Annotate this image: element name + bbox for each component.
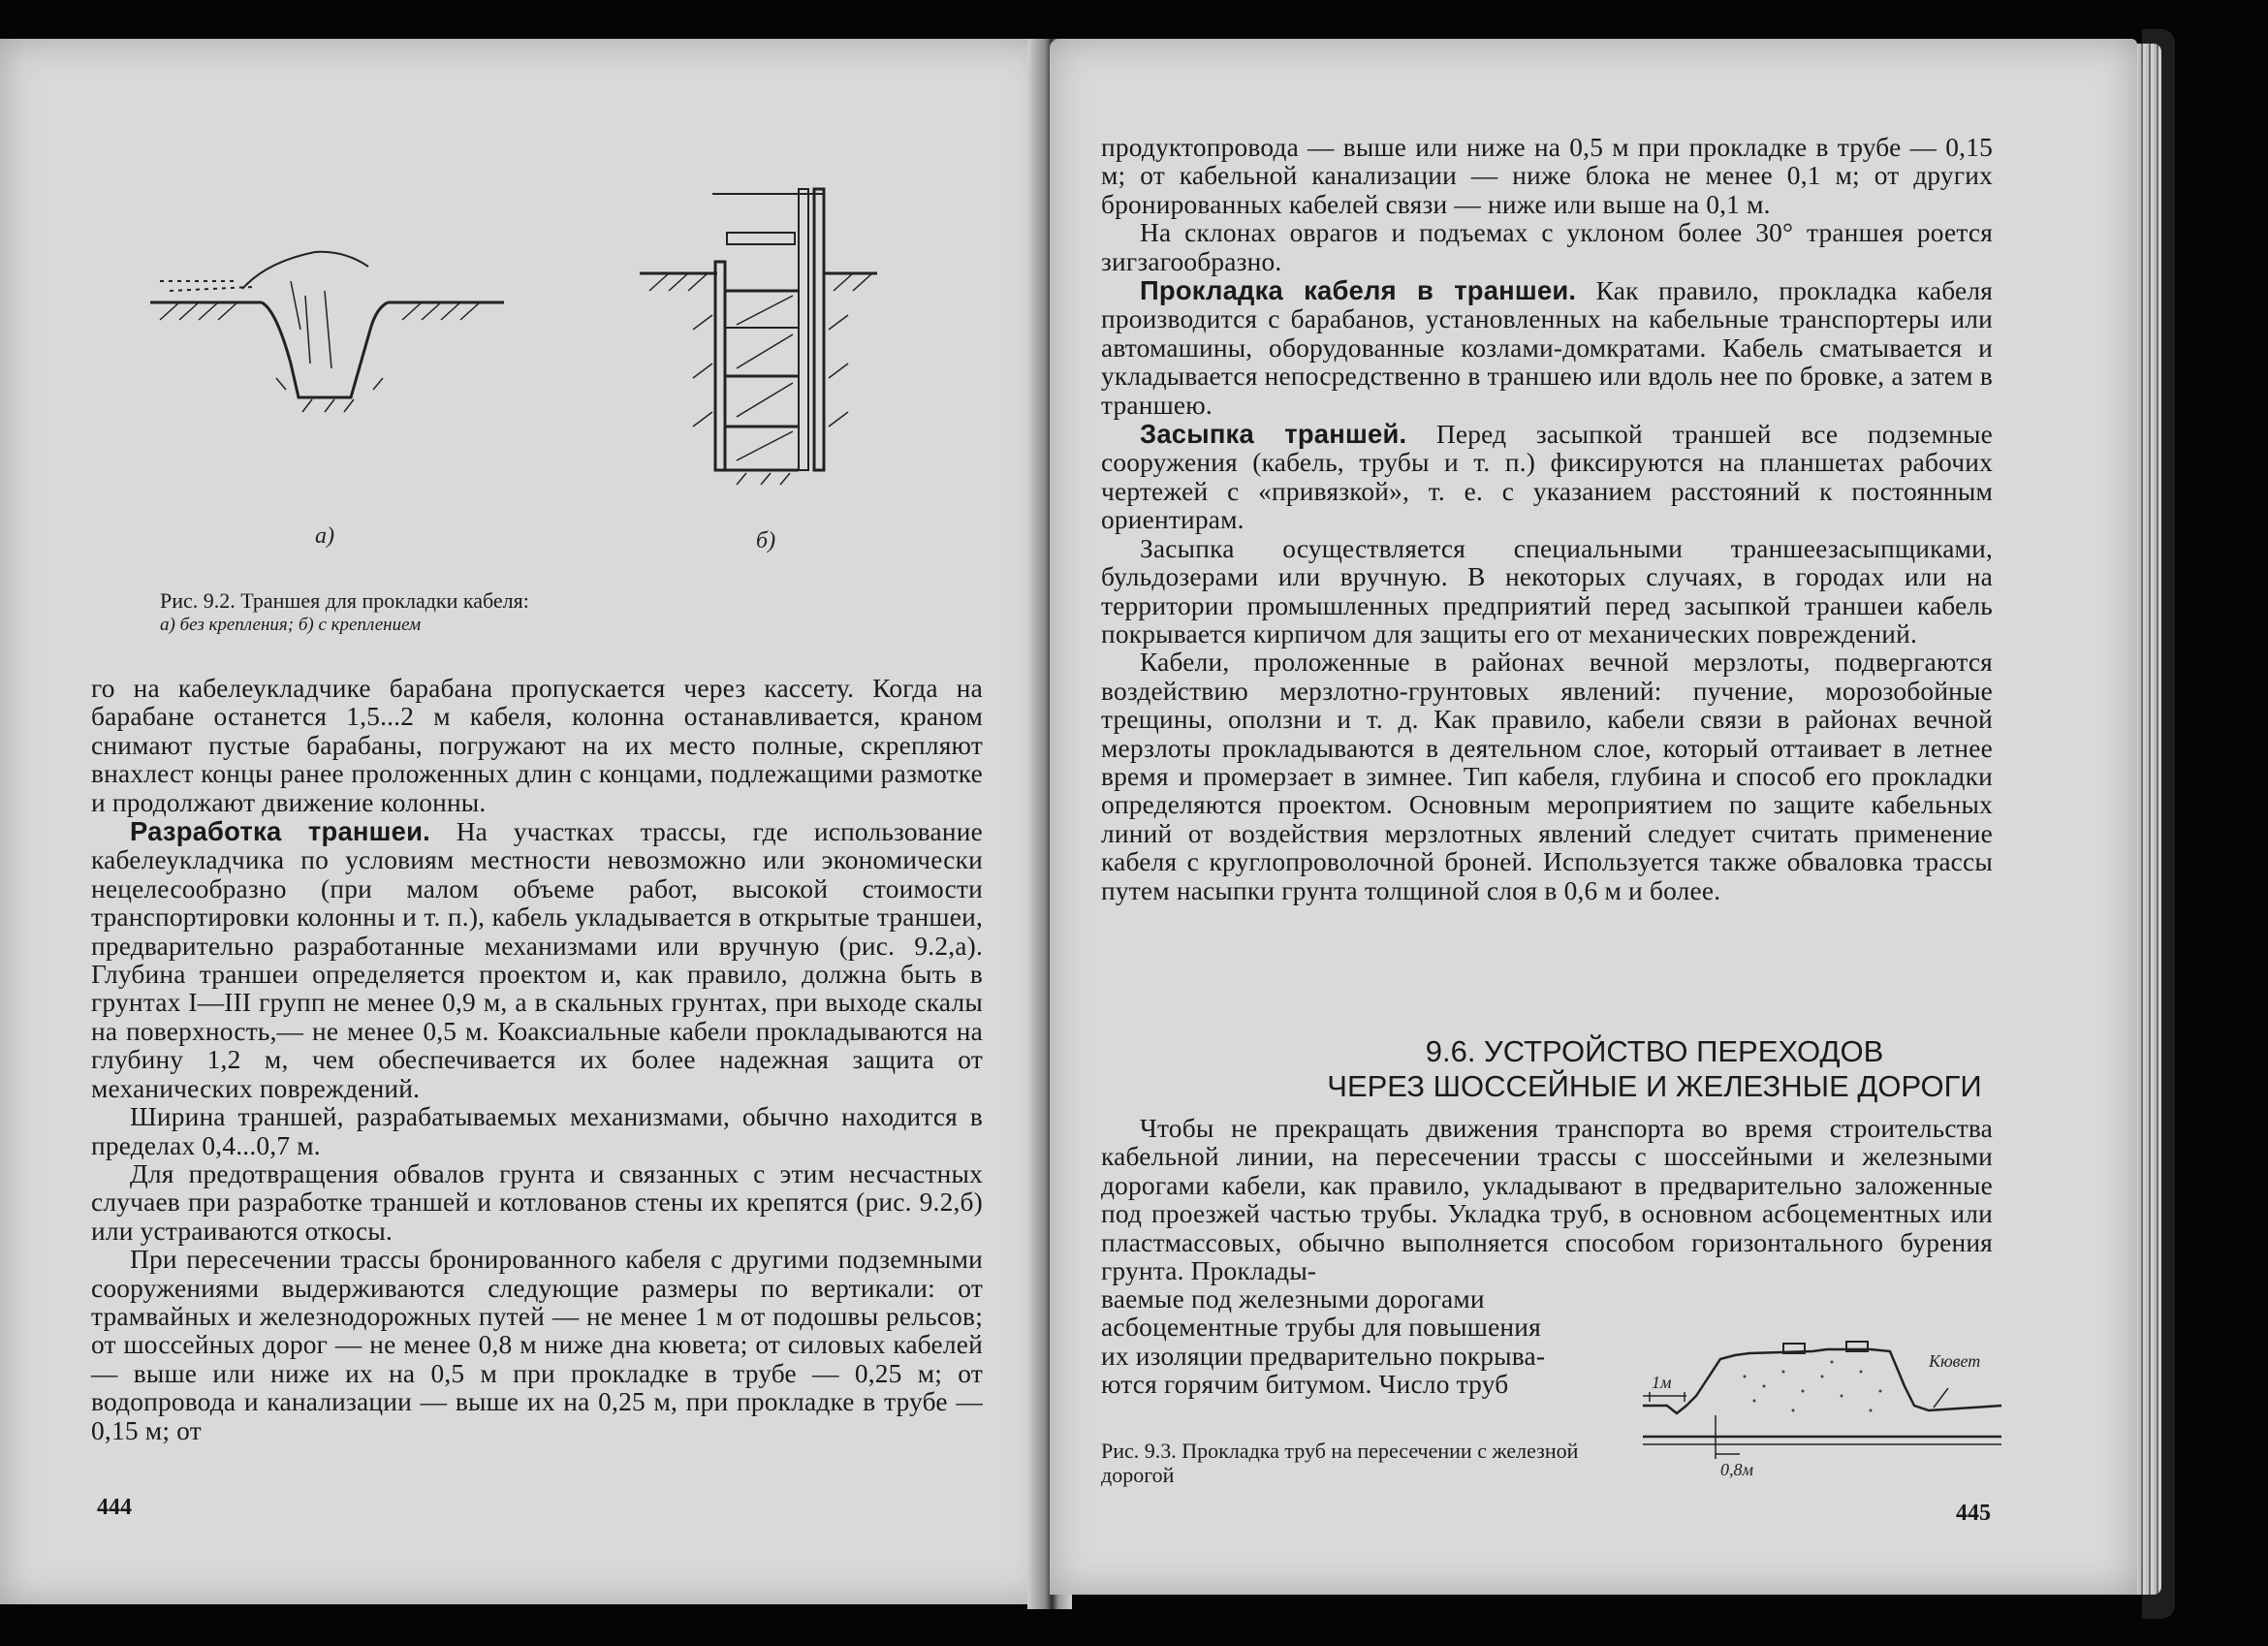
figure-9-3 [1638, 1338, 2006, 1483]
section-heading [1306, 1034, 2003, 1104]
figure-9-2-caption [160, 588, 741, 637]
figure-caption-subtitle: а) без крепления; б) с креплением [160, 615, 422, 635]
trench-without-support-drawing [150, 252, 504, 412]
figure-label-kyuvet: Кювет [1929, 1351, 1981, 1371]
paragraph-text: На участках трассы, где использование кабелеукладчика по условиям местности невозможно или экономически нецелесообразно (при малом объеме работ, высокой стоимости транспортировки колонны и т. п.), кабель укладывается в открытые траншеи, предварительно разработанные механизмами или вручную (рис. 9.2,а). Глубина траншеи определяется проектом и, как правило, должна быть в грунтах I—III групп не менее 0,9 м, а в скальных грунтах, при выходе скалы на поверхность,— не менее 0,5 м. Коаксиальные кабели прокладываются на глубину 1,2 м, чем обеспечивается их более надежная защита от механических повреждений. [91, 817, 983, 1103]
paragraph: продуктопровода — выше или ниже на 0,5 м при прокладке в трубе — 0,15 м; от кабельной канализации — ниже блока не менее 0,1 м; от других бронированных кабелей связи — ниже или выше на 0,1 м. [1101, 133, 1993, 219]
paragraph-heading: Разработка траншеи. [130, 816, 430, 847]
figure-label-b: б) [756, 528, 776, 554]
paragraph [1101, 276, 1993, 420]
paragraph: Кабели, проложенные в районах вечной мерзлоты, подвергаются воздействию мерзлотно-грунтовых явлений: пучение, морозобойные трещины, оползни и т. д. Как правило, кабели связи в районах вечной мерзлоты прокладываются в деятельном слое, который оттаивает в летнее время и промерзает в зимнее. Тип кабеля, глубина и способ его прокладки определяются проектом. Основным мероприятием по защите кабельных линий от воздействия мерзлотных явлений следует считать применение кабеля с круглопроволочной броней. Используется также обваловка трассы путем насыпки грунта толщиной слоя в 0,6 м и более. [1101, 648, 1993, 905]
paragraph-heading: Засыпка траншей. [1140, 419, 1407, 450]
left-page [0, 39, 1047, 1604]
page-number: 445 [1956, 1501, 1991, 1526]
section-heading-line: ЧЕРЕЗ ШОССЕЙНЫЕ И ЖЕЛЕЗНЫЕ ДОРОГИ [1327, 1069, 1982, 1103]
paragraph [1101, 420, 1993, 535]
section-heading-line: 9.6. УСТРОЙСТВО ПЕРЕХОДОВ [1425, 1034, 1884, 1068]
paragraph: го на кабелеукладчике барабана пропускается через кассету. Когда на барабане останется 1,5...2 м кабеля, колонна останавливается, краном снимают пустые барабаны, погружают на их место полные, скрепляют внахлест концы ранее проложенных длин с концами, подлежащими размотке и продолжают движение колонны. [91, 674, 983, 817]
figure-caption-title: Рис. 9.2. Траншея для прокладки кабеля: [160, 588, 529, 613]
figure-9-3-caption: Рис. 9.3. Прокладка труб на пересечении с железной дорогой [1101, 1439, 1579, 1487]
figure-label-1m: 1м [1652, 1373, 1672, 1392]
paragraph: Для предотвращения обвалов грунта и связанных с этим несчастных случаев при разработке траншей и котлованов стены их крепятся (рис. 9.2,б) или устраиваются откосы. [91, 1158, 983, 1246]
text-line: их изоляции предварительно покрыва- [1101, 1341, 1546, 1371]
figure-label-a: a) [315, 523, 334, 549]
paragraph-text: Как правило, прокладка кабеля производится с барабанов, установленных на кабельные транспортеры или автомашины, оборудованные козлами-домкратами. Кабель сматывается и укладывается непосредственно в траншею или вдоль нее по бровке, а затем в траншею. [1101, 276, 1993, 420]
paragraph: При пересечении трассы бронированного кабеля с другими подземными сооружениями выдерживаются следующие размеры по вертикали: от трамвайных и железнодорожных путей — не менее 1 м от подошвы рельсов; от шоссейных дорог — не менее 0,8 м ниже дна кювета; от силовых кабелей — выше или ниже их на 0,5 м при прокладке в трубе — 0,25 м; от водопровода и канализации — выше их на 0,25 м, при прокладке в трубе — 0,15 м; от [91, 1245, 983, 1445]
right-body-text-section [1101, 1115, 1993, 1285]
figure-9-2 [145, 136, 882, 601]
page-number: 444 [97, 1495, 132, 1520]
text-line: ваемые под железными дорогами [1101, 1284, 1485, 1314]
paragraph-heading: Прокладка кабеля в траншеи. [1140, 275, 1577, 306]
paragraph: Чтобы не прекращать движения транспорта во время строительства кабельной линии, на пересечении трассы с шоссейными и железными дорогами кабели, как правило, укладывают в предварительно заложенные под проезжей частью трубы. Укладка труб, в основном асбоцементных или пластмассовых, обычно выполняется способом горизонтального бурения грунта. Проклады- [1101, 1114, 1993, 1286]
paragraph-text: Перед засыпкой траншей все подземные сооружения (кабель, трубы и т. п.) фиксируются на планшетах рабочих чертежей с «привязкой», т. е. с указанием расстояний к постоянным ориентирам. [1101, 420, 1993, 535]
right-body-text [1101, 134, 1993, 905]
wrapped-text-beside-figure [1101, 1285, 1624, 1400]
paragraph [91, 817, 983, 1103]
text-line: асбоцементные трубы для повышения [1101, 1313, 1541, 1343]
paragraph: Засыпка осуществляется специальными траншеезасыпщиками, бульдозерами или вручную. В некоторых случаях, в городах или на территории промышленных предприятий перед засыпкой траншеи кабель покрывается кирпичом для защиты его от механических повреждений. [1101, 533, 1993, 649]
left-body-text [91, 675, 983, 1445]
text-line: ются горячим битумом. Число труб [1101, 1370, 1509, 1400]
figure-label-08m: 0,8м [1720, 1460, 1753, 1479]
paragraph: Ширина траншей, разрабатываемых механизмами, обычно находится в пределах 0,4...0,7 м. [91, 1102, 983, 1160]
trench-with-support-drawing [640, 189, 877, 485]
paragraph: На склонах оврагов и подъемах с уклоном более 30° траншея роется зигзагообразно. [1101, 218, 1993, 276]
